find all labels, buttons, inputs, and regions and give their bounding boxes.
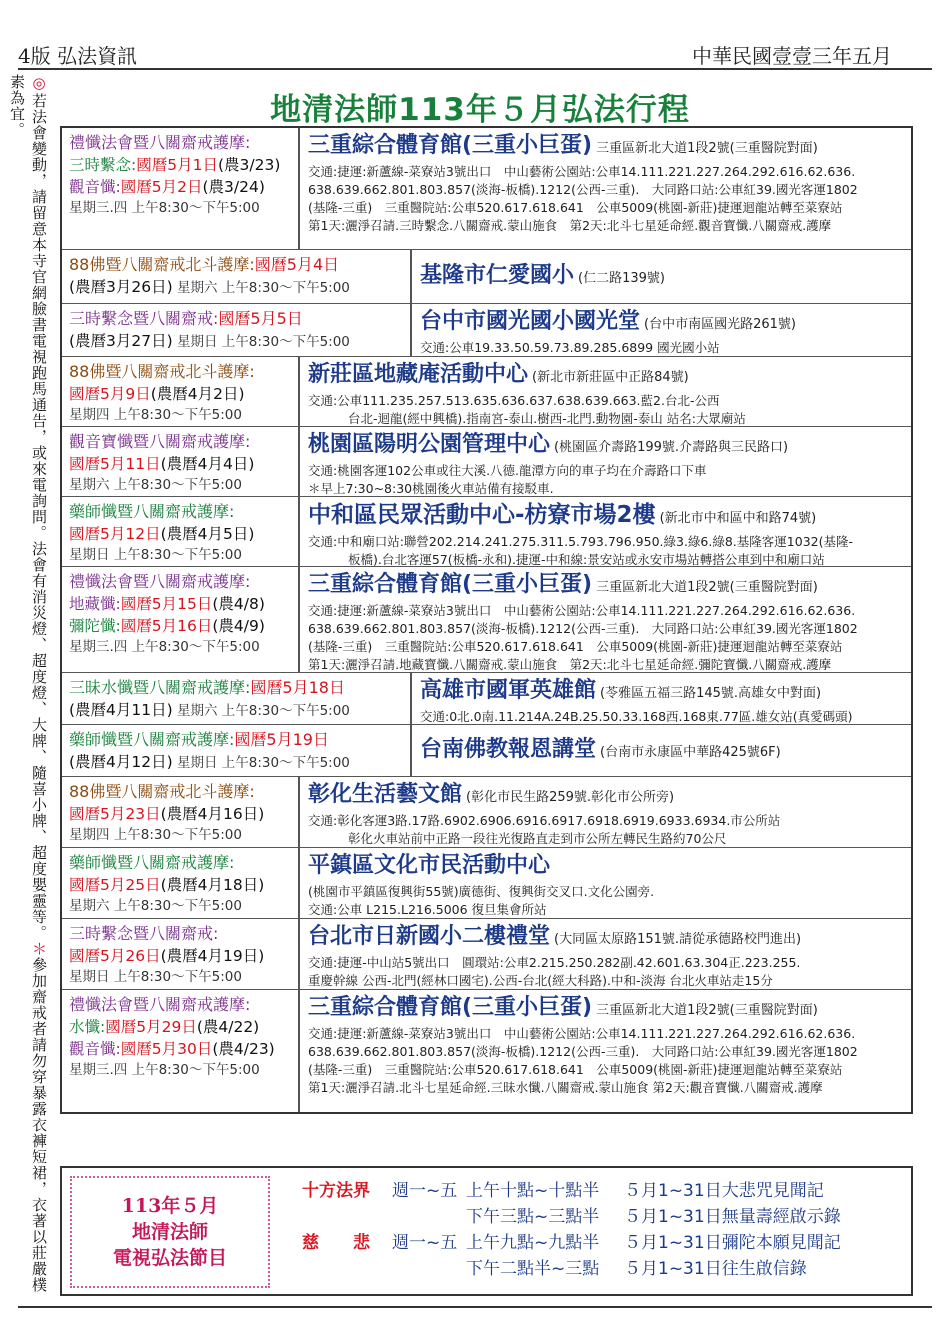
air-days: 週一~五: [392, 1233, 458, 1253]
transport-info: 第1天:灑淨召請.地藏寶懺.八關齋戒.蒙山施食 第2天:北斗七星延命經.彌陀寶懺.八關齋戒.護摩: [308, 657, 832, 672]
venue-address: (大同區太原路151號.請從承德路校門進出): [554, 932, 802, 947]
event-date: [69, 276, 404, 298]
venue-address: (台中市南區國光路261號): [644, 317, 796, 332]
venue-cell: [300, 497, 911, 566]
event-text: 國曆5月4日: [254, 255, 340, 274]
transport-info: 交通:公車19.33.50.59.73.89.285.6899 國光國小站: [420, 340, 720, 355]
event-text: 國曆5月11日: [69, 455, 161, 473]
event-text: 星期日 上午8:30～下午5:00: [172, 334, 350, 350]
event-text: (農曆4月18日): [160, 876, 265, 894]
event-text: 星期六 上午8:30～下午5:00: [172, 703, 350, 719]
venue-title: 台中市國光國小國光堂: [420, 309, 641, 334]
venue-title: 平鎮區文化市民活動中心: [308, 853, 551, 878]
schedule-row: [62, 427, 911, 497]
event-text: (農曆4月4日): [160, 455, 255, 473]
schedule-row: [62, 777, 911, 848]
venue-address: (台南市永康區中華路425號6F): [600, 745, 781, 760]
event-time: 星期日 上午8:30～下午5:00: [69, 547, 242, 563]
venue-name: [420, 262, 665, 293]
transport-info: 交通:捷運:新蘆線-菜寮站3號出口 中山藝術公園站:公車14.111.221.227.264.292.616.62.636.: [308, 1026, 856, 1041]
event-name: [69, 571, 292, 593]
event-text: 藥師懺暨八關齋戒護摩:: [69, 853, 235, 872]
transport-info: 638.639.662.801.803.857(淡海-板橋).1212(公西-三重). 大同路口站:公車紅39.國光客運1802: [308, 1044, 858, 1059]
event-name: [69, 361, 292, 383]
venue-title: 桃園區陽明公園管理中心: [308, 432, 551, 457]
transport-info: 交通:桃園客運102公車或往大溪.八德.龍潭方向的車子均在介壽路口下車: [308, 463, 707, 478]
event-cell: [62, 673, 412, 724]
event-cell: [62, 427, 300, 496]
event-text: 88佛暨八關齋戒北斗護摩:: [69, 362, 255, 381]
event-name: [69, 501, 292, 523]
venue-name: [420, 736, 781, 767]
program-title: ５月1~31日彌陀本願見聞記: [624, 1233, 841, 1253]
channel-label: 慈 悲: [302, 1233, 370, 1253]
transport-info: 板橋).台北客運57(板橋-永和).捷運-中和線:景安站或永安市場站轉搭公車到中和廟口站: [348, 552, 825, 567]
venue-cell: [412, 250, 911, 303]
tv-program-badge: [70, 1176, 270, 1288]
event-text: (農4/9): [212, 617, 265, 635]
event-date: [69, 751, 404, 773]
event-text: 88佛暨八關齋戒北斗護摩:: [69, 255, 255, 274]
schedule-row: [62, 497, 911, 567]
venue-title: 彰化生活藝文館: [308, 782, 463, 807]
venue-name: [308, 361, 905, 392]
event-text: 國曆5月5日: [218, 309, 303, 328]
transport-info: 交通:彰化客運3路.17路.6902.6906.6916.6917.6918.6919.6933.6934.市公所站: [308, 813, 781, 828]
schedule-row: [62, 567, 911, 673]
event-text: 星期六 上午8:30～下午5:00: [172, 280, 350, 296]
event-text: 星期日 上午8:30～下午5:00: [172, 755, 350, 771]
tv-badge-line: 電視弘法節目: [112, 1247, 227, 1269]
event-name: [69, 132, 292, 154]
venue-name: [308, 852, 905, 883]
transport-info: 第1天:灑淨召請.三時繫念.八關齋戒.蒙山施食 第2天:北斗七星延命經.觀音寶懺.八關齋戒.護摩: [308, 218, 832, 233]
event-date: [69, 523, 292, 545]
venue-title: 中和區民眾活動中心-枋寮市場2樓: [308, 502, 656, 528]
page-title: 地清法師113年５月弘法行程: [270, 92, 690, 128]
venue-cell: [300, 919, 911, 989]
venue-name: [308, 781, 905, 812]
schedule-row: [62, 357, 911, 427]
tv-schedule-row: [302, 1230, 841, 1256]
event-cell: [62, 304, 412, 356]
transport-info: 交通:捷運:新蘆線-菜寮站3號出口 中山藝術公園站:公車14.111.221.227.264.292.616.62.636.: [308, 164, 856, 179]
venue-address: 三重區新北大道1段2號(三重醫院對面): [596, 580, 818, 595]
venue-address: (桃園區介壽路199號.介壽路與三民路口): [554, 440, 789, 455]
transport-info: 交通:公車 L215.L216.5006 復旦集會所站: [308, 902, 547, 917]
event-name: [69, 677, 404, 699]
venue-cell: [300, 357, 911, 426]
air-days: 週一~五: [392, 1181, 458, 1201]
venue-address: 三重區新北大道1段2號(三重醫院對面): [596, 141, 818, 156]
venue-title: 新莊區地藏庵活動中心: [308, 362, 529, 387]
air-days: [392, 1256, 466, 1282]
transport-info: (基隆-三重) 三重醫院站:公車520.617.618.641 公車5009(桃園-新莊)捷運迴龍站轉至菜寮站: [308, 1062, 843, 1077]
event-text: (農3/24): [202, 178, 265, 196]
program-title: ５月1~31日無量壽經啟示錄: [624, 1207, 841, 1227]
schedule-row: [62, 673, 911, 725]
venue-name: [308, 923, 905, 954]
transport-info: 638.639.662.801.803.857(淡海-板橋).1212(公西-三重). 大同路口站:公車紅39.國光客運1802: [308, 621, 858, 636]
venue-title: 三重綜合體育館(三重小巨蛋): [308, 572, 593, 597]
tv-schedule-row: [302, 1178, 841, 1204]
event-date: [69, 1038, 292, 1060]
event-text: 國曆5月2日: [120, 178, 203, 196]
channel-label: [302, 1256, 392, 1282]
tv-schedule-row: [302, 1256, 841, 1282]
event-time: 星期三.四 上午8:30～下午5:00: [69, 639, 260, 655]
event-text: (農4/8): [212, 595, 265, 613]
event-text: (農曆3月26日): [69, 278, 173, 296]
event-text: 國曆5月26日: [69, 947, 161, 965]
venue-cell: [300, 567, 911, 672]
event-text: (農曆4月19日): [160, 947, 265, 965]
event-text: 三時繫念暨八關齋戒:: [69, 924, 219, 943]
event-date: [69, 330, 404, 352]
transport-info: 交通:公車111.235.257.513.635.636.637.638.639.663.藍2.台北-公西: [308, 393, 720, 408]
venue-address: (仁二路139號): [578, 271, 665, 286]
event-time: 星期六 上午8:30～下午5:00: [69, 898, 242, 914]
event-text: 觀音懺:: [69, 1040, 121, 1058]
transport-info: 彰化火車站前中正路一段往光復路直走到市公所左轉民生路約70公尺: [348, 831, 727, 846]
air-time: 下午二點半~三點: [466, 1259, 600, 1279]
event-text: 彌陀懺:: [69, 617, 121, 635]
event-name: [69, 923, 292, 945]
schedule-row: [62, 250, 911, 304]
venue-title: 台北市日新國小二樓禮堂: [308, 924, 551, 949]
event-text: 88佛暨八關齋戒北斗護摩:: [69, 782, 255, 801]
transport-info: ＊早上7:30~8:30桃園後火車站備有接駁車.: [308, 481, 554, 496]
event-cell: [62, 725, 412, 776]
tv-schedule: [302, 1178, 841, 1282]
venue-name: [308, 431, 905, 462]
event-cell: [62, 357, 300, 426]
event-time: 星期三.四 上午8:30～下午5:00: [69, 1062, 260, 1078]
schedule-table: [60, 126, 913, 1114]
tv-badge-line: 113年５月: [121, 1195, 219, 1217]
event-cell: [62, 567, 300, 672]
venue-cell: [300, 427, 911, 496]
event-text: (農曆4月12日): [69, 753, 173, 771]
event-time: 星期四 上午8:30～下午5:00: [69, 407, 242, 423]
event-text: 國曆5月23日: [69, 805, 161, 823]
event-text: (農曆3月27日): [69, 332, 173, 350]
schedule-row: [62, 304, 911, 357]
venue-name: [308, 994, 905, 1025]
event-time: 星期三.四 上午8:30～下午5:00: [69, 200, 260, 216]
venue-name: [308, 132, 905, 163]
venue-title: 基隆市仁愛國小: [420, 263, 575, 288]
notice-text: 參加齋戒者請勿穿暴露衣褲短裙，衣著以莊嚴樸素為宜。: [8, 74, 48, 1293]
side-notice: [8, 74, 50, 1294]
event-text: 三時繫念暨八關齋戒:: [69, 309, 219, 328]
event-text: 觀音寶懺暨八關齋戒護摩:: [69, 432, 251, 451]
event-date: [69, 154, 292, 176]
transport-info: 交通:捷運:新蘆線-菜寮站3號出口 中山藝術公園站:公車14.111.221.227.264.292.616.62.636.: [308, 603, 856, 618]
schedule-row: [62, 919, 911, 990]
event-text: (農曆4月2日): [150, 385, 245, 403]
venue-address: (苓雅區五福三路145號.高雄女中對面): [600, 686, 822, 701]
event-date: [69, 945, 292, 967]
footer-divider: [18, 1306, 932, 1308]
channel-label: 十方法界: [302, 1181, 370, 1201]
event-date: [69, 593, 292, 615]
event-text: 藥師懺暨八關齋戒護摩:: [69, 730, 235, 749]
venue-cell: [300, 128, 911, 249]
event-text: 國曆5月15日: [120, 595, 213, 613]
event-text: 三時繫念:: [69, 156, 137, 174]
event-text: (農4/23): [212, 1040, 275, 1058]
event-cell: [62, 919, 300, 989]
transport-info: 重慶幹線 公西-北門(經林口國宅).公西-台北(經大科路).中和-淡海 台北火車站走15分: [308, 973, 773, 988]
venue-name: [308, 571, 905, 602]
transport-info: (基隆-三重) 三重醫院站:公車520.617.618.641 公車5009(桃園-新莊)捷運迴龍站轉至菜寮站: [308, 200, 843, 215]
event-cell: [62, 848, 300, 918]
channel-label: [302, 1204, 392, 1230]
event-text: 地藏懺:: [69, 595, 121, 613]
event-cell: [62, 990, 300, 1112]
venue-cell: [300, 990, 911, 1112]
event-name: [69, 308, 404, 330]
venue-address: 三重區新北大道1段2號(三重醫院對面): [596, 1003, 818, 1018]
event-date: [69, 383, 292, 405]
event-cell: [62, 128, 300, 249]
event-text: 國曆5月18日: [250, 678, 345, 697]
venue-title: 三重綜合體育館(三重小巨蛋): [308, 995, 593, 1020]
schedule-row: [62, 128, 911, 250]
event-time: 星期六 上午8:30～下午5:00: [69, 477, 242, 493]
air-time: 上午九點~九點半: [466, 1233, 600, 1253]
air-time: 下午三點~三點半: [466, 1207, 600, 1227]
venue-name: [420, 308, 905, 339]
venue-title: 台南佛教報恩講堂: [420, 737, 597, 762]
event-text: 水懺:: [69, 1018, 106, 1036]
event-name: [69, 254, 404, 276]
event-date: [69, 176, 292, 198]
schedule-row: [62, 725, 911, 777]
venue-cell: [412, 304, 911, 356]
event-date: [69, 803, 292, 825]
venue-name: [308, 501, 905, 533]
air-days: [392, 1204, 466, 1230]
transport-info: (基隆-三重) 三重醫院站:公車520.617.618.641 公車5009(桃園-新莊)捷運迴龍站轉至菜寮站: [308, 639, 843, 654]
event-text: 禮懺法會暨八關齋戒護摩:: [69, 572, 251, 591]
event-date: [69, 1016, 292, 1038]
venue-address: (新北市中和區中和路74號): [659, 511, 817, 526]
venue-address: (新北市新莊區中正路84號): [532, 370, 689, 385]
header-divider: [18, 68, 932, 70]
event-date: [69, 615, 292, 637]
event-text: 國曆5月9日: [69, 385, 151, 403]
event-text: 藥師懺暨八關齋戒護摩:: [69, 502, 235, 521]
program-title: ５月1~31日大悲咒見聞記: [624, 1181, 824, 1201]
transport-info: 交通:捷運-中山站5號出口 圓環站:公車2.215.250.282副.42.601.63.304正.223.255.: [308, 955, 801, 970]
event-text: (農曆4月11日): [69, 701, 173, 719]
event-time: 星期四 上午8:30～下午5:00: [69, 827, 242, 843]
event-cell: [62, 250, 412, 303]
event-text: 國曆5月1日: [136, 156, 218, 174]
event-date: [69, 874, 292, 896]
venue-cell: [300, 777, 911, 847]
event-text: 觀音懺:: [69, 178, 121, 196]
event-text: (農曆4月5日): [160, 525, 255, 543]
event-date: [69, 699, 404, 721]
venue-address: (彰化市民生路259號.彰化市公所旁): [466, 790, 675, 805]
notice-text: 若法會變動，請留意本寺官網臉書電視跑馬通告，或來電詢問。法會有消災燈、超度燈、大牌、隨喜小牌、超度嬰靈等。: [30, 93, 48, 941]
event-text: 三昧水懺暨八關齋戒護摩:: [69, 678, 251, 697]
tv-schedule-row: [302, 1204, 841, 1230]
venue-title: 三重綜合體育館(三重小巨蛋): [308, 133, 593, 158]
event-name: [69, 729, 404, 751]
transport-info: 交通:0北.0南.11.214A.24B.25.50.33.168西.168東.77區.雄女站(真愛碼頭): [420, 709, 853, 724]
event-name: [69, 994, 292, 1016]
schedule-row: [62, 990, 911, 1112]
event-date: [69, 453, 292, 475]
venue-name: [420, 677, 905, 708]
venue-cell: [300, 848, 911, 918]
notice-bullet: ◎: [30, 74, 48, 93]
event-text: 國曆5月16日: [120, 617, 213, 635]
event-cell: [62, 497, 300, 566]
event-time: 星期日 上午8:30～下午5:00: [69, 969, 242, 985]
event-text: 國曆5月25日: [69, 876, 161, 894]
tv-badge-line: 地清法師: [131, 1221, 208, 1243]
transport-info: 638.639.662.801.803.857(淡海-板橋).1212(公西-三重). 大同路口站:公車紅39.國光客運1802: [308, 182, 858, 197]
event-text: 國曆5月29日: [105, 1018, 197, 1036]
transport-info: 第1天:灑淨召請.北斗七星延命經.三昧水懺.八關齋戒.蒙山施食 第2天:觀音寶懺.八關齋戒.護摩: [308, 1080, 823, 1095]
program-title: ５月1~31日往生啟信錄: [624, 1259, 807, 1279]
event-name: [69, 852, 292, 874]
venue-title: 高雄市國軍英雄館: [420, 678, 597, 703]
venue-cell: [412, 673, 911, 724]
schedule-row: [62, 848, 911, 919]
event-cell: [62, 777, 300, 847]
transport-info: 台北-迴龍(經中興橋).指南宮-泰山.樹西-北門.動物園-泰山 站名:大眾廟站: [348, 411, 746, 426]
event-text: (農3/23): [217, 156, 281, 174]
transport-info: 交通:中和廟口站:聯營202.214.241.275.311.5.793.796.950.綠3.綠6.綠8.基隆客運1032(基隆-: [308, 534, 853, 549]
transport-info: (桃園市平鎮區復興街55號)廣德街、復興街交叉口.文化公園旁.: [308, 884, 655, 899]
page-section-label: 4版 弘法資訊: [18, 44, 138, 68]
event-name: [69, 781, 292, 803]
air-time: 上午十點~十點半: [466, 1181, 600, 1201]
event-text: 國曆5月30日: [120, 1040, 213, 1058]
event-text: 禮懺法會暨八關齋戒護摩:: [69, 995, 251, 1014]
issue-date: 中華民國壹壹三年五月: [692, 44, 892, 68]
event-text: 禮懺法會暨八關齋戒護摩:: [69, 133, 251, 152]
tv-program-box: [60, 1166, 913, 1296]
notice-bullet: ＊: [30, 941, 48, 957]
event-text: 國曆5月12日: [69, 525, 161, 543]
event-name: [69, 431, 292, 453]
venue-cell: [412, 725, 911, 776]
event-text: (農4/22): [196, 1018, 260, 1036]
event-text: (農曆4月16日): [160, 805, 265, 823]
event-text: 國曆5月19日: [234, 730, 329, 749]
